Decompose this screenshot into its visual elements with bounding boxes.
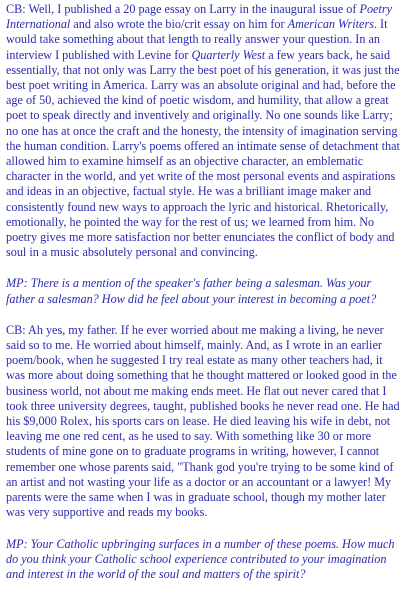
journal-title-american-writers: American Writers <box>287 17 374 32</box>
answer-text-4: a few years back, he said essentially, that not only was Larry the best poet of his generation, it was just the best poet writing in America. Larry was an absolute original and had, before the age of 50, achieved the kind of poetic wisdom, and humility, that allow a great poet to speak directly and inventively and originally. No one sounds like Larry; no one has at once the craft and the honesty, the intensity of imagination serving the human condition. Larry's poems offered an intimate sense of detachment that allowed him to examine himself as an objective character, an emblematic character in the world, and yet write of the most personal events and aspirations and ideas in an objective, factual style. He was a brilliant image maker and consistently found new ways to approach the lyric and historical. Rhetorically, emotionally, he pointed the way for the rest of us; we learned from him. No poetry gives me more satisfaction nor better enunciates the conflict of body and soul in a music absolutely personal and convincing. <box>6 47 400 260</box>
answer-paragraph-father: CB: Ah yes, my father. If he ever worried about me making a living, he never said so to me. He worried about himself, mainly. And, as I wrote in an earlier poem/book, when he suggested I try real estate as many other teachers had, it was more about doing something that he thought mattered or looked good in the business world, not about me making ends meet. He flat out never cared that I took three university degrees, taught, published books he never read one. He had his $9,000 Rolex, his sports cars on lease. He died leaving his wife in debt, not leaving me one red cent, as he used to say. With something like 30 or more students of mine gone on to graduate programs in writing, however, I cannot remember one whose parents said, "Thank god you're trying to be some kind of an artist and not wasting your life as a doctor or an accountant or a lawyer! My parents were the same when I was in graduate school, though my mother later was very supportive and reads my books. <box>6 322 400 520</box>
answer-text-1: CB: Well, I published a 20 page essay on Larry in the inaugural issue of <box>6 2 360 16</box>
question-father-salesman: MP: There is a mention of the speaker's father being a salesman. Was your father a salesman? How did he feel about your interest in becoming a poet? <box>6 276 377 306</box>
journal-title-quarterly-west: Quarterly West <box>191 47 266 62</box>
journal-title-poetry-international: Poetry International <box>6 2 393 32</box>
question-catholic-upbringing: MP: Your Catholic upbringing surfaces in a number of these poems. How much do you think your Catholic school experience contributed to your imagination and interest in the world of the soul and matters of the spirit? <box>6 536 395 581</box>
answer-text-2: and also wrote the bio/crit essay on him for <box>70 17 288 32</box>
answer-text-3: . It would take something about that length to really answer your question. In an interview I published with Levine for <box>6 17 388 62</box>
answer-paragraph-larry <box>6 2 402 260</box>
